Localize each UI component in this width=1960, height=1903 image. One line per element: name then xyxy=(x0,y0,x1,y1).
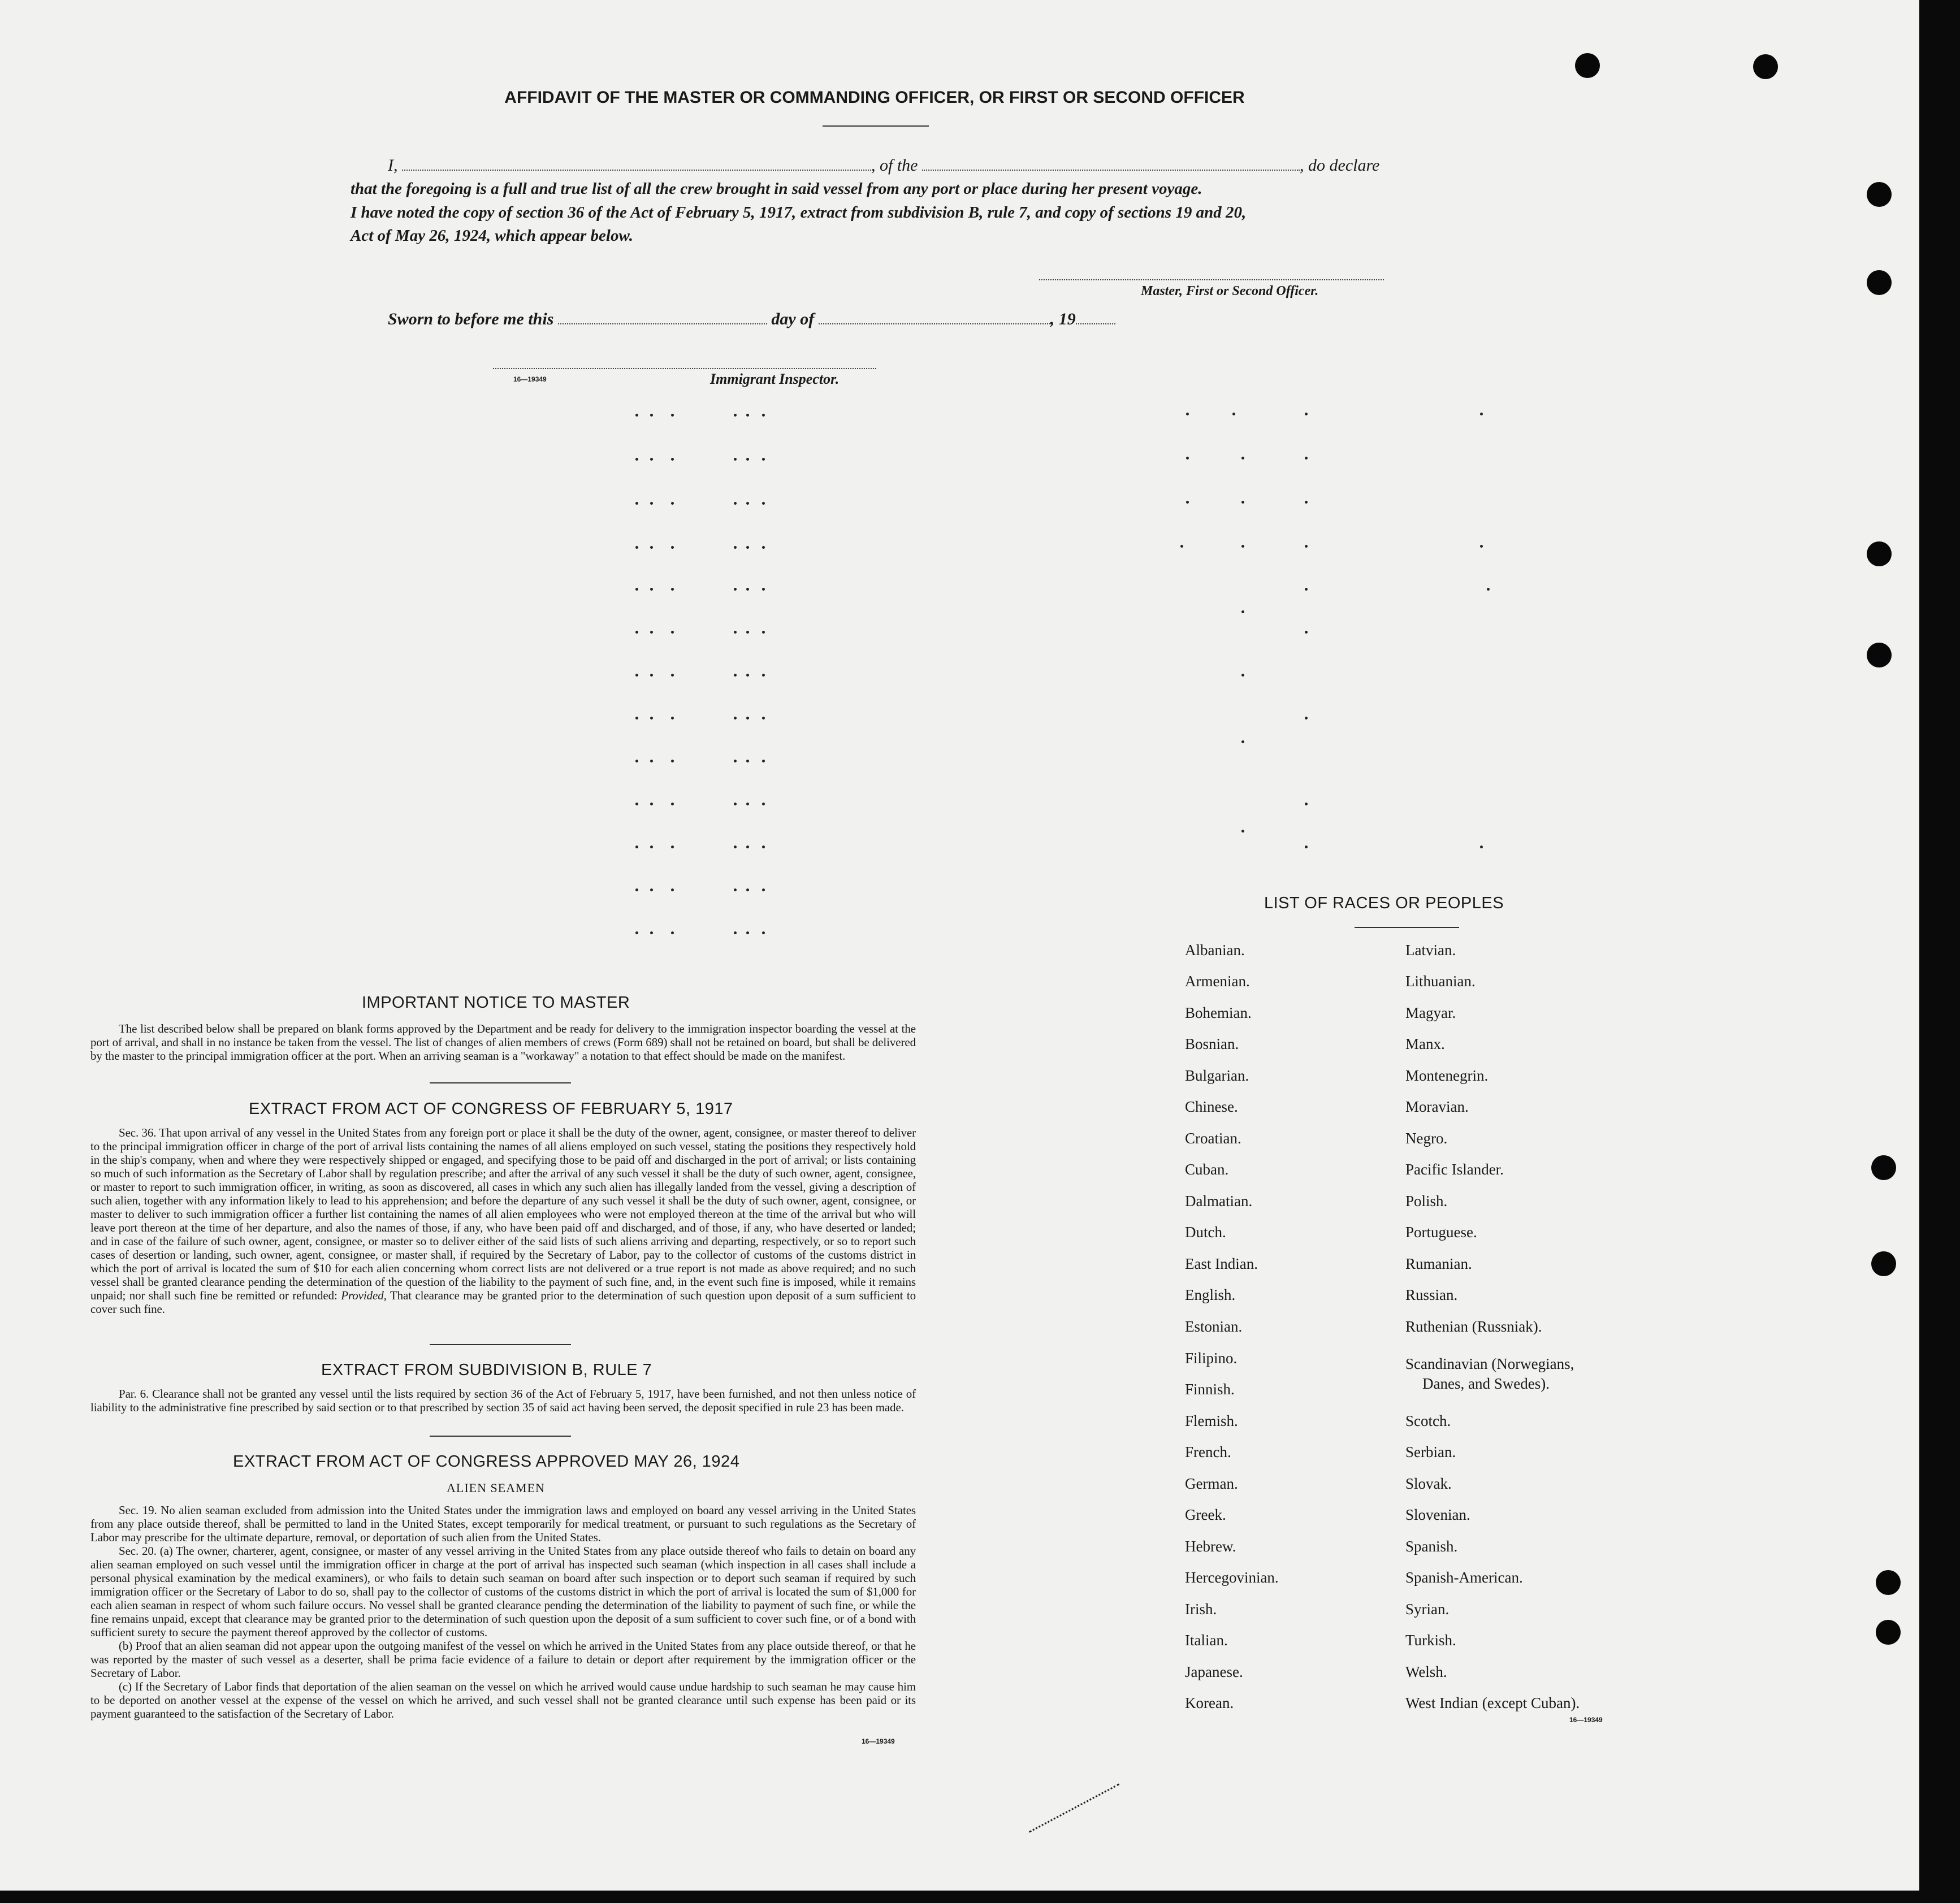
month-blank[interactable] xyxy=(819,323,1050,324)
extract-1917-body xyxy=(90,1126,916,1316)
name-blank[interactable] xyxy=(402,170,871,171)
provided-label: Provided, xyxy=(341,1289,387,1302)
extract-1924-title: EXTRACT FROM ACT OF CONGRESS APPROVED MAY 26, 1924 xyxy=(233,1453,740,1471)
rule7-title: EXTRACT FROM SUBDIVISION B, RULE 7 xyxy=(321,1361,652,1379)
race-right: Slovenian. xyxy=(1405,1506,1470,1523)
punch-hole xyxy=(1876,1620,1901,1645)
race-right: Slovak. xyxy=(1405,1475,1452,1492)
inspector-label: Immigrant Inspector. xyxy=(710,371,840,387)
race-left: Estonian. xyxy=(1185,1318,1243,1335)
race-left: Dutch. xyxy=(1185,1224,1226,1241)
race-right: Syrian. xyxy=(1405,1601,1450,1618)
race-right: Pacific Islander. xyxy=(1405,1161,1504,1178)
rule7-text: Par. 6. Clearance shall not be granted any vessel until the lists required by section 36 of the Act of February 5, 1917, have been furnished, and not then unless notice of liability to the administrative fine prescribed by said section or to that prescribed by section 35 of said act having been served, the deposit specified in rule 23 has been made. xyxy=(90,1387,916,1414)
punch-hole xyxy=(1871,1251,1896,1276)
of-the-label: , of the xyxy=(871,156,918,175)
race-right: Spanish-American. xyxy=(1405,1569,1523,1586)
race-left: Bohemian. xyxy=(1185,1004,1252,1021)
signature-line[interactable] xyxy=(1039,279,1384,280)
races-title: LIST OF RACES OR PEOPLES xyxy=(1264,894,1504,912)
punch-hole xyxy=(1867,182,1892,207)
race-left: Italian. xyxy=(1185,1632,1228,1649)
race-left: Croatian. xyxy=(1185,1130,1241,1147)
race-left: French. xyxy=(1185,1443,1231,1460)
race-left: Greek. xyxy=(1185,1506,1226,1523)
race-left: Bosnian. xyxy=(1185,1035,1239,1052)
race-left: Irish. xyxy=(1185,1601,1217,1618)
punch-hole xyxy=(1867,270,1892,295)
race-right: Danes, and Swedes). xyxy=(1422,1375,1550,1392)
notice-text: The list described below shall be prepared on blank forms approved by the Department and be ready for delivery to the immigration inspector boarding the vessel at the port of arrival, and shall in no instance be taken from the vessel. The list of changes of alien members of crews (Form 689) shall not be retained on board, but shall be delivered by the master to the principal immigration officer at the port. When an arriving seaman is a "workaway" a notation to that effect should be made on the manifest. xyxy=(90,1022,916,1063)
notice-body xyxy=(90,1022,916,1063)
race-right: Polish. xyxy=(1405,1193,1448,1210)
day-of-label: day of xyxy=(771,310,815,328)
extract-form-code: 16—19349 xyxy=(862,1737,895,1745)
punch-hole xyxy=(1575,53,1600,78)
extract-1917-title: EXTRACT FROM ACT OF CONGRESS OF FEBRUARY 5, 1917 xyxy=(249,1100,733,1118)
affidavit-line1: that the foregoing is a full and true list of all the crew brought in said vessel from any port or place during her present voyage. xyxy=(351,180,1202,198)
race-left: Bulgarian. xyxy=(1185,1067,1249,1084)
affidavit-line2: I have noted the copy of section 36 of the Act of February 5, 1917, extract from subdivision B, rule 7, and copy of sections 19 and 20, xyxy=(351,203,1247,222)
race-right: Manx. xyxy=(1405,1035,1445,1052)
divider xyxy=(430,1344,571,1345)
race-left: Albanian. xyxy=(1185,942,1245,959)
race-left: Filipino. xyxy=(1185,1350,1238,1367)
race-right: Negro. xyxy=(1405,1130,1448,1147)
section-20b-text: (b) Proof that an alien seaman did not appear upon the outgoing manifest of the vessel on which he arrived in the United States from any place outside thereof, or that he was reported by the master of such vessel as a deserter, shall be prima facie evidence of a failure to detain or deport after requirement by the immigration officer or the Secretary of Labor. xyxy=(90,1639,916,1680)
title-underline xyxy=(823,125,929,127)
race-right: Scandinavian (Norwegians, xyxy=(1405,1355,1574,1372)
inspector-form-code: 16—19349 xyxy=(513,375,547,383)
race-left: German. xyxy=(1185,1475,1238,1492)
race-left: Korean. xyxy=(1185,1694,1234,1711)
rule7-body xyxy=(90,1387,916,1414)
race-right: Scotch. xyxy=(1405,1412,1451,1429)
race-left: English. xyxy=(1185,1286,1236,1303)
sworn-label: Sworn to before me this xyxy=(388,310,554,328)
scan-mark xyxy=(1029,1783,1119,1832)
race-left: Flemish. xyxy=(1185,1412,1238,1429)
race-right: Montenegrin. xyxy=(1405,1067,1489,1084)
sworn-line xyxy=(388,310,1115,329)
section-20a-text: Sec. 20. (a) The owner, charterer, agent, consignee, or master of any vessel arriving in the United States from any place outside thereof who fails to detain on board any alien seaman employed on such vessel until the immigration officer in charge at the port of arrival has inspected such seaman (which inspection in all cases shall include a personal physical examination by the medical examiners), or who fails to detain such seaman on board after such inspection or to deport such seaman if required by such immigration officer or the Secretary of Labor to do so, shall pay to the collector of customs of the customs district in which the port of arrival is located the sum of $1,000 for each alien seaman in respect of whom such failure occurs. No vessel shall be granted clearance pending the determination of the liability to payment of such fine, or while the fine remains unpaid, except that clearance may be granted prior to the determination of such question upon the deposit of a sum sufficient to cover such fine, or of a bond with sufficient surety to secure the payment thereof approved by the collector of customs. xyxy=(90,1544,916,1639)
race-right: Rumanian. xyxy=(1405,1255,1472,1272)
race-left: Hebrew. xyxy=(1185,1538,1236,1555)
race-right: Magyar. xyxy=(1405,1004,1456,1021)
race-left: East Indian. xyxy=(1185,1255,1258,1272)
race-right: Ruthenian (Russniak). xyxy=(1405,1318,1542,1335)
race-right: Latvian. xyxy=(1405,942,1456,959)
punch-hole xyxy=(1867,643,1892,667)
section-36-body: That upon arrival of any vessel in the United States from any foreign port or place it shall be the duty of the owner, agent, consignee, or master thereof to deliver to the principal immigration officer in charge of the port of arrival lists containing the names of all aliens employed on such vessel, stating the positions they respectively hold in the ship's company, when and where they were respectively shipped or engaged, and specifying those to be paid off and discharged in the port of arrival; or lists containing so much of such information as the Secretary of Labor shall by regulation prescribe; and after the arrival of any such vessel it shall be the duty of such owner, agent, consignee, or master to report to such immigration officer, in writing, as soon as discovered, all cases in which any such alien has illegally landed from the vessel, giving a description of such alien, together with any information likely to lead to his apprehension; and before the departure of any such vessel it shall be the duty of such owner, agent, consignee, or master to deliver to such immigration officer a further list containing the names of all alien employees who were not employed thereon at the time of the arrival but who will leave port thereon at the time of her departure, and also the names of those, if any, who have been paid off and discharged, and of those, if any, who have deserted or landed; and in case of the failure of such owner, agent, consignee, or master so to deliver either of the said lists of such aliens arriving and departing, respectively, or so to report such cases of desertion or landing, such owner, agent, consignee, or master shall, if required by the Secretary of Labor, pay to the collector of customs of the customs district in which the port of arrival is located the sum of $10 for each alien concerning whom correct lists are not delivered or a true report is not made as above required; and no such vessel shall be granted clearance pending the determination of the question of the liability to the payment of such fine, and, in the event such fine is imposed, while it remains unpaid; nor shall such fine be remitted or refunded: xyxy=(90,1126,916,1302)
year-label: , 19 xyxy=(1050,310,1076,328)
race-right: West Indian (except Cuban). xyxy=(1405,1694,1580,1711)
inspector-line[interactable] xyxy=(493,368,876,369)
race-left: Hercegovinian. xyxy=(1185,1569,1279,1586)
punch-hole xyxy=(1753,54,1778,79)
divider xyxy=(430,1082,571,1083)
punch-hole xyxy=(1876,1570,1901,1595)
race-right: Lithuanian. xyxy=(1405,973,1476,990)
race-right: Welsh. xyxy=(1405,1663,1447,1680)
race-right: Turkish. xyxy=(1405,1632,1456,1649)
races-underline xyxy=(1355,927,1459,928)
race-left: Finnish. xyxy=(1185,1381,1235,1398)
i-label: I, xyxy=(388,156,398,175)
extract-1924-body xyxy=(90,1503,916,1720)
affidavit-title: AFFIDAVIT OF THE MASTER OR COMMANDING OFFICER, OR FIRST OR SECOND OFFICER xyxy=(504,88,1245,107)
section-19-text: Sec. 19. No alien seaman excluded from admission into the United States under the immigration laws and employed on board any vessel arriving in the United States from any place outside thereof, shall be permitted to land in the United States, except temporarily for medical treatment, or pursuant to such regulations as the Secretary of Labor may prescribe for the ultimate departure, removal, or deportation of such alien from the United States. xyxy=(90,1503,916,1544)
race-left: Cuban. xyxy=(1185,1161,1229,1178)
punch-hole xyxy=(1867,541,1892,566)
vessel-blank[interactable] xyxy=(922,170,1300,171)
race-right: Serbian. xyxy=(1405,1443,1456,1460)
race-left: Dalmatian. xyxy=(1185,1193,1253,1210)
race-left: Armenian. xyxy=(1185,973,1250,990)
race-right: Moravian. xyxy=(1405,1098,1469,1115)
race-right: Spanish. xyxy=(1405,1538,1458,1555)
race-left: Japanese. xyxy=(1185,1663,1243,1680)
section-36-label: Sec. 36. xyxy=(119,1126,157,1139)
signature-label: Master, First or Second Officer. xyxy=(1141,284,1319,298)
section-20c-text: (c) If the Secretary of Labor finds that deportation of the alien seaman on the vessel on which he arrived would cause undue hardship to such seaman he may cause him to be deported on another vessel at the expense of the vessel on which he arrived, and such vessel shall not be granted clearance until such expense has been paid or its payment guaranteed to the satisfaction of the Secretary of Labor. xyxy=(90,1680,916,1720)
section-36-text xyxy=(90,1126,916,1316)
affidavit-line3: Act of May 26, 1924, which appear below. xyxy=(351,227,633,245)
divider xyxy=(430,1436,571,1437)
notice-title: IMPORTANT NOTICE TO MASTER xyxy=(362,994,630,1012)
year-blank[interactable] xyxy=(1076,323,1115,324)
alien-seamen-subtitle: ALIEN SEAMEN xyxy=(447,1481,545,1495)
day-blank[interactable] xyxy=(558,323,767,324)
do-declare-label: , do declare xyxy=(1300,156,1380,175)
race-left: Chinese. xyxy=(1185,1098,1238,1115)
races-form-code: 16—19349 xyxy=(1569,1716,1603,1724)
race-right: Portuguese. xyxy=(1405,1224,1477,1241)
punch-hole xyxy=(1871,1155,1896,1180)
affidavit-declare-line xyxy=(388,156,1379,175)
race-right: Russian. xyxy=(1405,1286,1458,1303)
section-36-tail: That clearance may be granted prior to the determination of such question upon deposit of a sum sufficient to cover such fine. xyxy=(90,1289,916,1316)
